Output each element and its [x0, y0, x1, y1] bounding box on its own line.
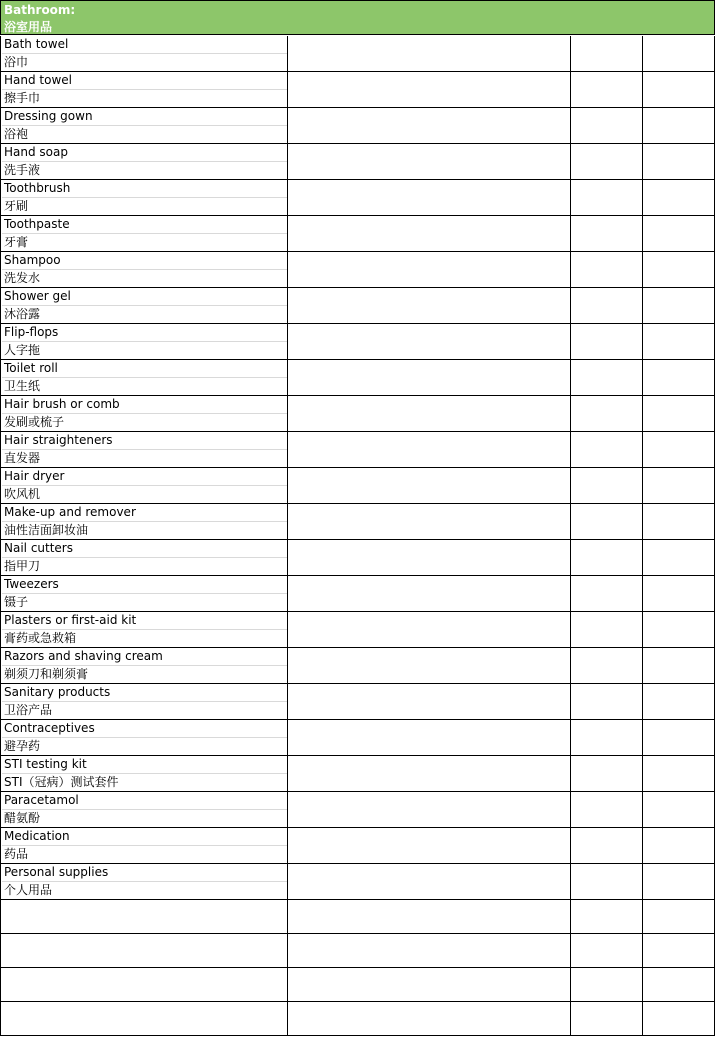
- cell-divider: [2, 197, 287, 198]
- notes-cell[interactable]: [288, 1002, 571, 1036]
- item-name-cell: [0, 934, 288, 968]
- item-label-zh: 吹风机: [4, 487, 41, 501]
- check-cell[interactable]: [571, 720, 643, 756]
- table-row: [0, 432, 717, 468]
- notes-cell[interactable]: [288, 432, 571, 468]
- check-cell[interactable]: [571, 540, 643, 576]
- item-name-cell: [0, 468, 288, 504]
- notes-cell[interactable]: [288, 934, 571, 968]
- notes-cell[interactable]: [288, 252, 571, 288]
- table-row: [0, 504, 717, 540]
- item-label-en: Shower gel: [4, 289, 71, 303]
- check-cell[interactable]: [571, 968, 643, 1002]
- notes-cell[interactable]: [288, 36, 571, 72]
- table-row: [0, 108, 717, 144]
- notes-cell[interactable]: [288, 864, 571, 900]
- cell-divider: [2, 233, 287, 234]
- check-cell-2[interactable]: [643, 144, 715, 180]
- check-cell-2[interactable]: [643, 576, 715, 612]
- notes-cell[interactable]: [288, 180, 571, 216]
- cell-divider: [2, 89, 287, 90]
- item-label-en: Flip-flops: [4, 325, 59, 339]
- item-name-cell: [0, 1002, 288, 1036]
- item-label-zh: 卫生纸: [4, 379, 41, 393]
- check-cell-2[interactable]: [643, 36, 715, 72]
- cell-divider: [2, 305, 287, 306]
- table-row: [0, 252, 717, 288]
- check-cell[interactable]: [571, 324, 643, 360]
- item-name-cell: [0, 324, 288, 360]
- cell-divider: [2, 377, 287, 378]
- item-label-en: Razors and shaving cream: [4, 649, 163, 663]
- table-row: [0, 324, 717, 360]
- item-label-zh: 镊子: [4, 595, 29, 609]
- check-cell[interactable]: [571, 216, 643, 252]
- check-cell[interactable]: [571, 684, 643, 720]
- item-label-en: Toothbrush: [4, 181, 71, 195]
- item-label-zh: 洗发水: [4, 271, 41, 285]
- check-cell-2[interactable]: [643, 252, 715, 288]
- item-label-zh: 发刷或梳子: [4, 415, 65, 429]
- check-cell-2[interactable]: [643, 934, 715, 968]
- check-cell-2[interactable]: [643, 324, 715, 360]
- check-cell-2[interactable]: [643, 468, 715, 504]
- item-label-zh: 牙膏: [4, 235, 29, 249]
- cell-divider: [2, 485, 287, 486]
- check-cell-2[interactable]: [643, 684, 715, 720]
- check-cell-2[interactable]: [643, 720, 715, 756]
- check-cell-2[interactable]: [643, 360, 715, 396]
- check-cell[interactable]: [571, 792, 643, 828]
- check-cell-2[interactable]: [643, 288, 715, 324]
- check-cell[interactable]: [571, 468, 643, 504]
- item-label-zh: 浴巾: [4, 55, 29, 69]
- item-label-zh: 人字拖: [4, 343, 41, 357]
- check-cell-2[interactable]: [643, 504, 715, 540]
- check-cell[interactable]: [571, 72, 643, 108]
- item-name-cell: [0, 968, 288, 1002]
- notes-cell[interactable]: [288, 648, 571, 684]
- item-name-cell: [0, 828, 288, 864]
- check-cell[interactable]: [571, 934, 643, 968]
- item-label-en: Nail cutters: [4, 541, 73, 555]
- item-label-zh: 药品: [4, 847, 29, 861]
- item-name-cell: [0, 396, 288, 432]
- item-name-cell: [0, 648, 288, 684]
- check-cell[interactable]: [571, 648, 643, 684]
- cell-divider: [2, 449, 287, 450]
- item-label-en: Make-up and remover: [4, 505, 136, 519]
- cell-divider: [2, 593, 287, 594]
- item-name-cell: [0, 540, 288, 576]
- notes-cell[interactable]: [288, 360, 571, 396]
- cell-divider: [2, 737, 287, 738]
- check-cell-2[interactable]: [643, 612, 715, 648]
- item-label-zh: 直发器: [4, 451, 41, 465]
- check-cell-2[interactable]: [643, 108, 715, 144]
- check-cell[interactable]: [571, 1002, 643, 1036]
- cell-divider: [2, 341, 287, 342]
- check-cell-2[interactable]: [643, 828, 715, 864]
- check-cell-2[interactable]: [643, 1002, 715, 1036]
- check-cell-2[interactable]: [643, 432, 715, 468]
- item-label-en: Hair brush or comb: [4, 397, 120, 411]
- item-label-zh: 个人用品: [4, 883, 53, 897]
- check-cell[interactable]: [571, 396, 643, 432]
- table-row: [0, 792, 717, 828]
- table-row: [0, 720, 717, 756]
- check-cell[interactable]: [571, 432, 643, 468]
- cell-divider: [2, 809, 287, 810]
- check-cell[interactable]: [571, 900, 643, 934]
- item-label-zh: 避孕药: [4, 739, 41, 753]
- blank-row: [0, 968, 717, 1002]
- item-label-en: Paracetamol: [4, 793, 79, 807]
- cell-divider: [2, 557, 287, 558]
- item-label-en: Hair straighteners: [4, 433, 113, 447]
- check-cell-2[interactable]: [643, 180, 715, 216]
- check-cell-2[interactable]: [643, 792, 715, 828]
- section-header: [0, 0, 715, 35]
- check-cell[interactable]: [571, 288, 643, 324]
- item-label-en: Bath towel: [4, 37, 69, 51]
- notes-cell[interactable]: [288, 468, 571, 504]
- item-label-en: Hair dryer: [4, 469, 65, 483]
- check-cell[interactable]: [571, 612, 643, 648]
- check-cell[interactable]: [571, 36, 643, 72]
- cell-divider: [2, 161, 287, 162]
- check-cell[interactable]: [571, 360, 643, 396]
- item-name-cell: [0, 504, 288, 540]
- notes-cell[interactable]: [288, 968, 571, 1002]
- item-name-cell: [0, 900, 288, 934]
- item-label-zh: 油性洁面卸妆油: [4, 523, 89, 537]
- blank-row: [0, 900, 717, 934]
- check-cell-2[interactable]: [643, 216, 715, 252]
- table-row: [0, 360, 717, 396]
- check-cell-2[interactable]: [643, 900, 715, 934]
- item-label-en: Medication: [4, 829, 70, 843]
- table-row: [0, 36, 717, 72]
- cell-divider: [2, 269, 287, 270]
- item-name-cell: [0, 576, 288, 612]
- item-name-cell: [0, 612, 288, 648]
- section-title-zh: 浴室用品: [4, 20, 53, 34]
- check-cell[interactable]: [571, 576, 643, 612]
- item-label-zh: 剃须刀和剃须膏: [4, 667, 89, 681]
- blank-row: [0, 934, 717, 968]
- notes-cell[interactable]: [288, 684, 571, 720]
- table-row: [0, 612, 717, 648]
- notes-cell[interactable]: [288, 792, 571, 828]
- item-label-en: Personal supplies: [4, 865, 109, 879]
- item-label-zh: 指甲刀: [4, 559, 41, 573]
- notes-cell[interactable]: [288, 144, 571, 180]
- item-name-cell: [0, 252, 288, 288]
- notes-cell[interactable]: [288, 108, 571, 144]
- item-label-en: Tweezers: [4, 577, 59, 591]
- item-label-zh: 洗手液: [4, 163, 41, 177]
- check-cell[interactable]: [571, 252, 643, 288]
- item-label-zh: 擦手巾: [4, 91, 41, 105]
- check-cell-2[interactable]: [643, 72, 715, 108]
- table-row: [0, 288, 717, 324]
- item-name-cell: [0, 360, 288, 396]
- notes-cell[interactable]: [288, 720, 571, 756]
- check-cell[interactable]: [571, 180, 643, 216]
- table-row: [0, 468, 717, 504]
- item-label-en: Hand towel: [4, 73, 72, 87]
- blank-row: [0, 1002, 717, 1036]
- cell-divider: [2, 53, 287, 54]
- check-cell-2[interactable]: [643, 756, 715, 792]
- check-cell[interactable]: [571, 504, 643, 540]
- notes-cell[interactable]: [288, 756, 571, 792]
- notes-cell[interactable]: [288, 396, 571, 432]
- item-label-zh: STI（冠病）测试套件: [4, 775, 119, 789]
- item-label-en: Shampoo: [4, 253, 61, 267]
- notes-cell[interactable]: [288, 72, 571, 108]
- item-label-en: Hand soap: [4, 145, 68, 159]
- section-title-en: Bathroom:: [4, 3, 76, 17]
- item-label-en: Toothpaste: [4, 217, 70, 231]
- notes-cell[interactable]: [288, 216, 571, 252]
- table-row: [0, 72, 717, 108]
- item-label-zh: 浴袍: [4, 127, 29, 141]
- notes-cell[interactable]: [288, 540, 571, 576]
- check-cell-2[interactable]: [643, 540, 715, 576]
- item-name-cell: [0, 180, 288, 216]
- item-name-cell: [0, 72, 288, 108]
- notes-cell[interactable]: [288, 900, 571, 934]
- item-name-cell: [0, 756, 288, 792]
- cell-divider: [2, 125, 287, 126]
- notes-cell[interactable]: [288, 612, 571, 648]
- item-label-en: Contraceptives: [4, 721, 95, 735]
- check-cell[interactable]: [571, 144, 643, 180]
- check-cell[interactable]: [571, 108, 643, 144]
- item-label-en: Plasters or first-aid kit: [4, 613, 137, 627]
- notes-cell[interactable]: [288, 288, 571, 324]
- table-row: [0, 576, 717, 612]
- item-label-zh: 卫浴产品: [4, 703, 53, 717]
- item-label-zh: 膏药或急救箱: [4, 631, 77, 645]
- notes-cell[interactable]: [288, 504, 571, 540]
- check-cell[interactable]: [571, 864, 643, 900]
- item-label-zh: 牙刷: [4, 199, 29, 213]
- item-label-en: Toilet roll: [4, 361, 58, 375]
- table-row: [0, 180, 717, 216]
- item-name-cell: [0, 36, 288, 72]
- check-cell-2[interactable]: [643, 648, 715, 684]
- item-label-en: Sanitary products: [4, 685, 111, 699]
- item-name-cell: [0, 792, 288, 828]
- item-name-cell: [0, 216, 288, 252]
- table-row: [0, 756, 717, 792]
- table-row: [0, 684, 717, 720]
- table-row: [0, 144, 717, 180]
- table-row: [0, 540, 717, 576]
- cell-divider: [2, 845, 287, 846]
- table-row: [0, 864, 717, 900]
- item-name-cell: [0, 720, 288, 756]
- check-cell-2[interactable]: [643, 864, 715, 900]
- item-label-en: STI testing kit: [4, 757, 87, 771]
- item-name-cell: [0, 864, 288, 900]
- item-name-cell: [0, 108, 288, 144]
- item-label-en: Dressing gown: [4, 109, 93, 123]
- notes-cell[interactable]: [288, 576, 571, 612]
- table-row: [0, 648, 717, 684]
- check-cell[interactable]: [571, 756, 643, 792]
- item-label-zh: 醋氨酚: [4, 811, 41, 825]
- notes-cell[interactable]: [288, 324, 571, 360]
- check-cell-2[interactable]: [643, 396, 715, 432]
- table-row: [0, 396, 717, 432]
- notes-cell[interactable]: [288, 828, 571, 864]
- item-name-cell: [0, 432, 288, 468]
- item-name-cell: [0, 288, 288, 324]
- item-name-cell: [0, 144, 288, 180]
- check-cell[interactable]: [571, 828, 643, 864]
- table-row: [0, 828, 717, 864]
- check-cell-2[interactable]: [643, 968, 715, 1002]
- item-name-cell: [0, 684, 288, 720]
- item-label-zh: 沐浴露: [4, 307, 41, 321]
- table-row: [0, 216, 717, 252]
